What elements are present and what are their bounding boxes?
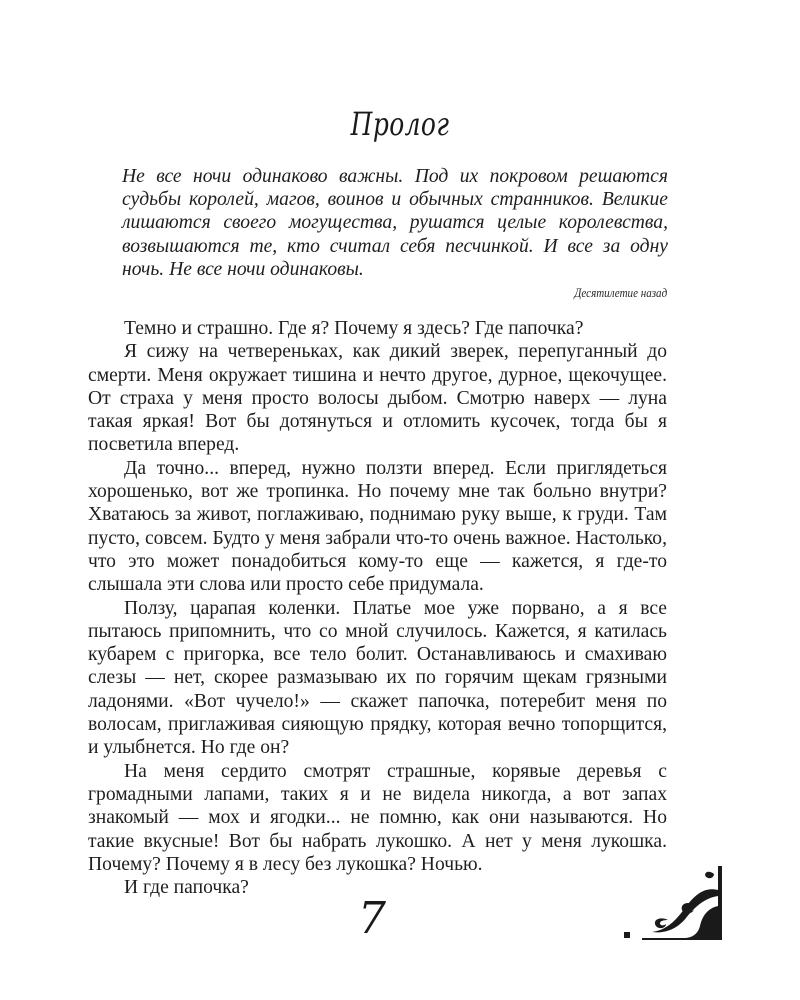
epigraph-text: Не все ночи одинаково важны. Под их покровом решаются судьбы королей, магов, воинов и обычных странников. Великие лишаются своего могущества, рушатся целые королевства, возвышаются те, кто считал себя песчинкой. И все за одну ночь. Не все ночи одинаковы. bbox=[122, 166, 668, 280]
paragraph: На меня сердито смотрят страшные, корявые деревья с громадными лапами, таких я и не видела никогда, а вот запах знакомый — мох и ягодки... не помню, как они называются. Но такие вкусные! Вот бы набрать лукошко. А нет у меня лукошка. Почему? Почему я в лесу без лукошка? Ночью. bbox=[88, 760, 667, 875]
paragraph: Да точно... вперед, нужно ползти вперед. Если приглядеться хорошенько, вот же тропинка. Но почему мне так больно внутри? Хватаюсь за живот, поглаживаю, поднимаю руку выше, к груди. Там пусто, совсем. Будто у меня забрали что-то очень важное. Настолько, что это может понадобиться кому-то еще — кажется, я где-то слышала эти слова или просто себе придумала. bbox=[88, 457, 667, 596]
corner-flourish-icon bbox=[622, 860, 724, 944]
body-text bbox=[88, 317, 667, 899]
chapter-title: Пролог bbox=[350, 105, 450, 143]
paragraph: Я сижу на четвереньках, как дикий зверек, перепуганный до смерти. Меня окружает тишина и нечто другое, дурное, щекочущее. От страха у меня просто волосы дыбом. Смотрю наверх — луна такая яркая! Вот бы дотянуться и отломить кусочек, тогда бы я посветила вперед. bbox=[88, 341, 667, 456]
page-number: 7 bbox=[358, 893, 386, 944]
paragraph: Темно и страшно. Где я? Почему я здесь? Где папочка? bbox=[124, 318, 584, 339]
epigraph bbox=[122, 165, 668, 281]
epigraph-time-note: Десятилетие назад bbox=[574, 285, 667, 300]
paragraph: Ползу, царапая коленки. Платье мое уже порвано, а я все пытаюсь припомнить, что со мной случилось. Кажется, я катилась кубарем с пригорка, все тело болит. Останавливаюсь и смахиваю слезы — нет, скорее размазываю их по горячим щекам грязными ладонями. «Вот чучело!» — скажет папочка, потеребит меня по волосам, приглаживая сияющую прядку, которая вечно топорщится, и улыбнется. Но где он? bbox=[88, 597, 667, 759]
paragraph: И где папочка? bbox=[124, 877, 249, 899]
